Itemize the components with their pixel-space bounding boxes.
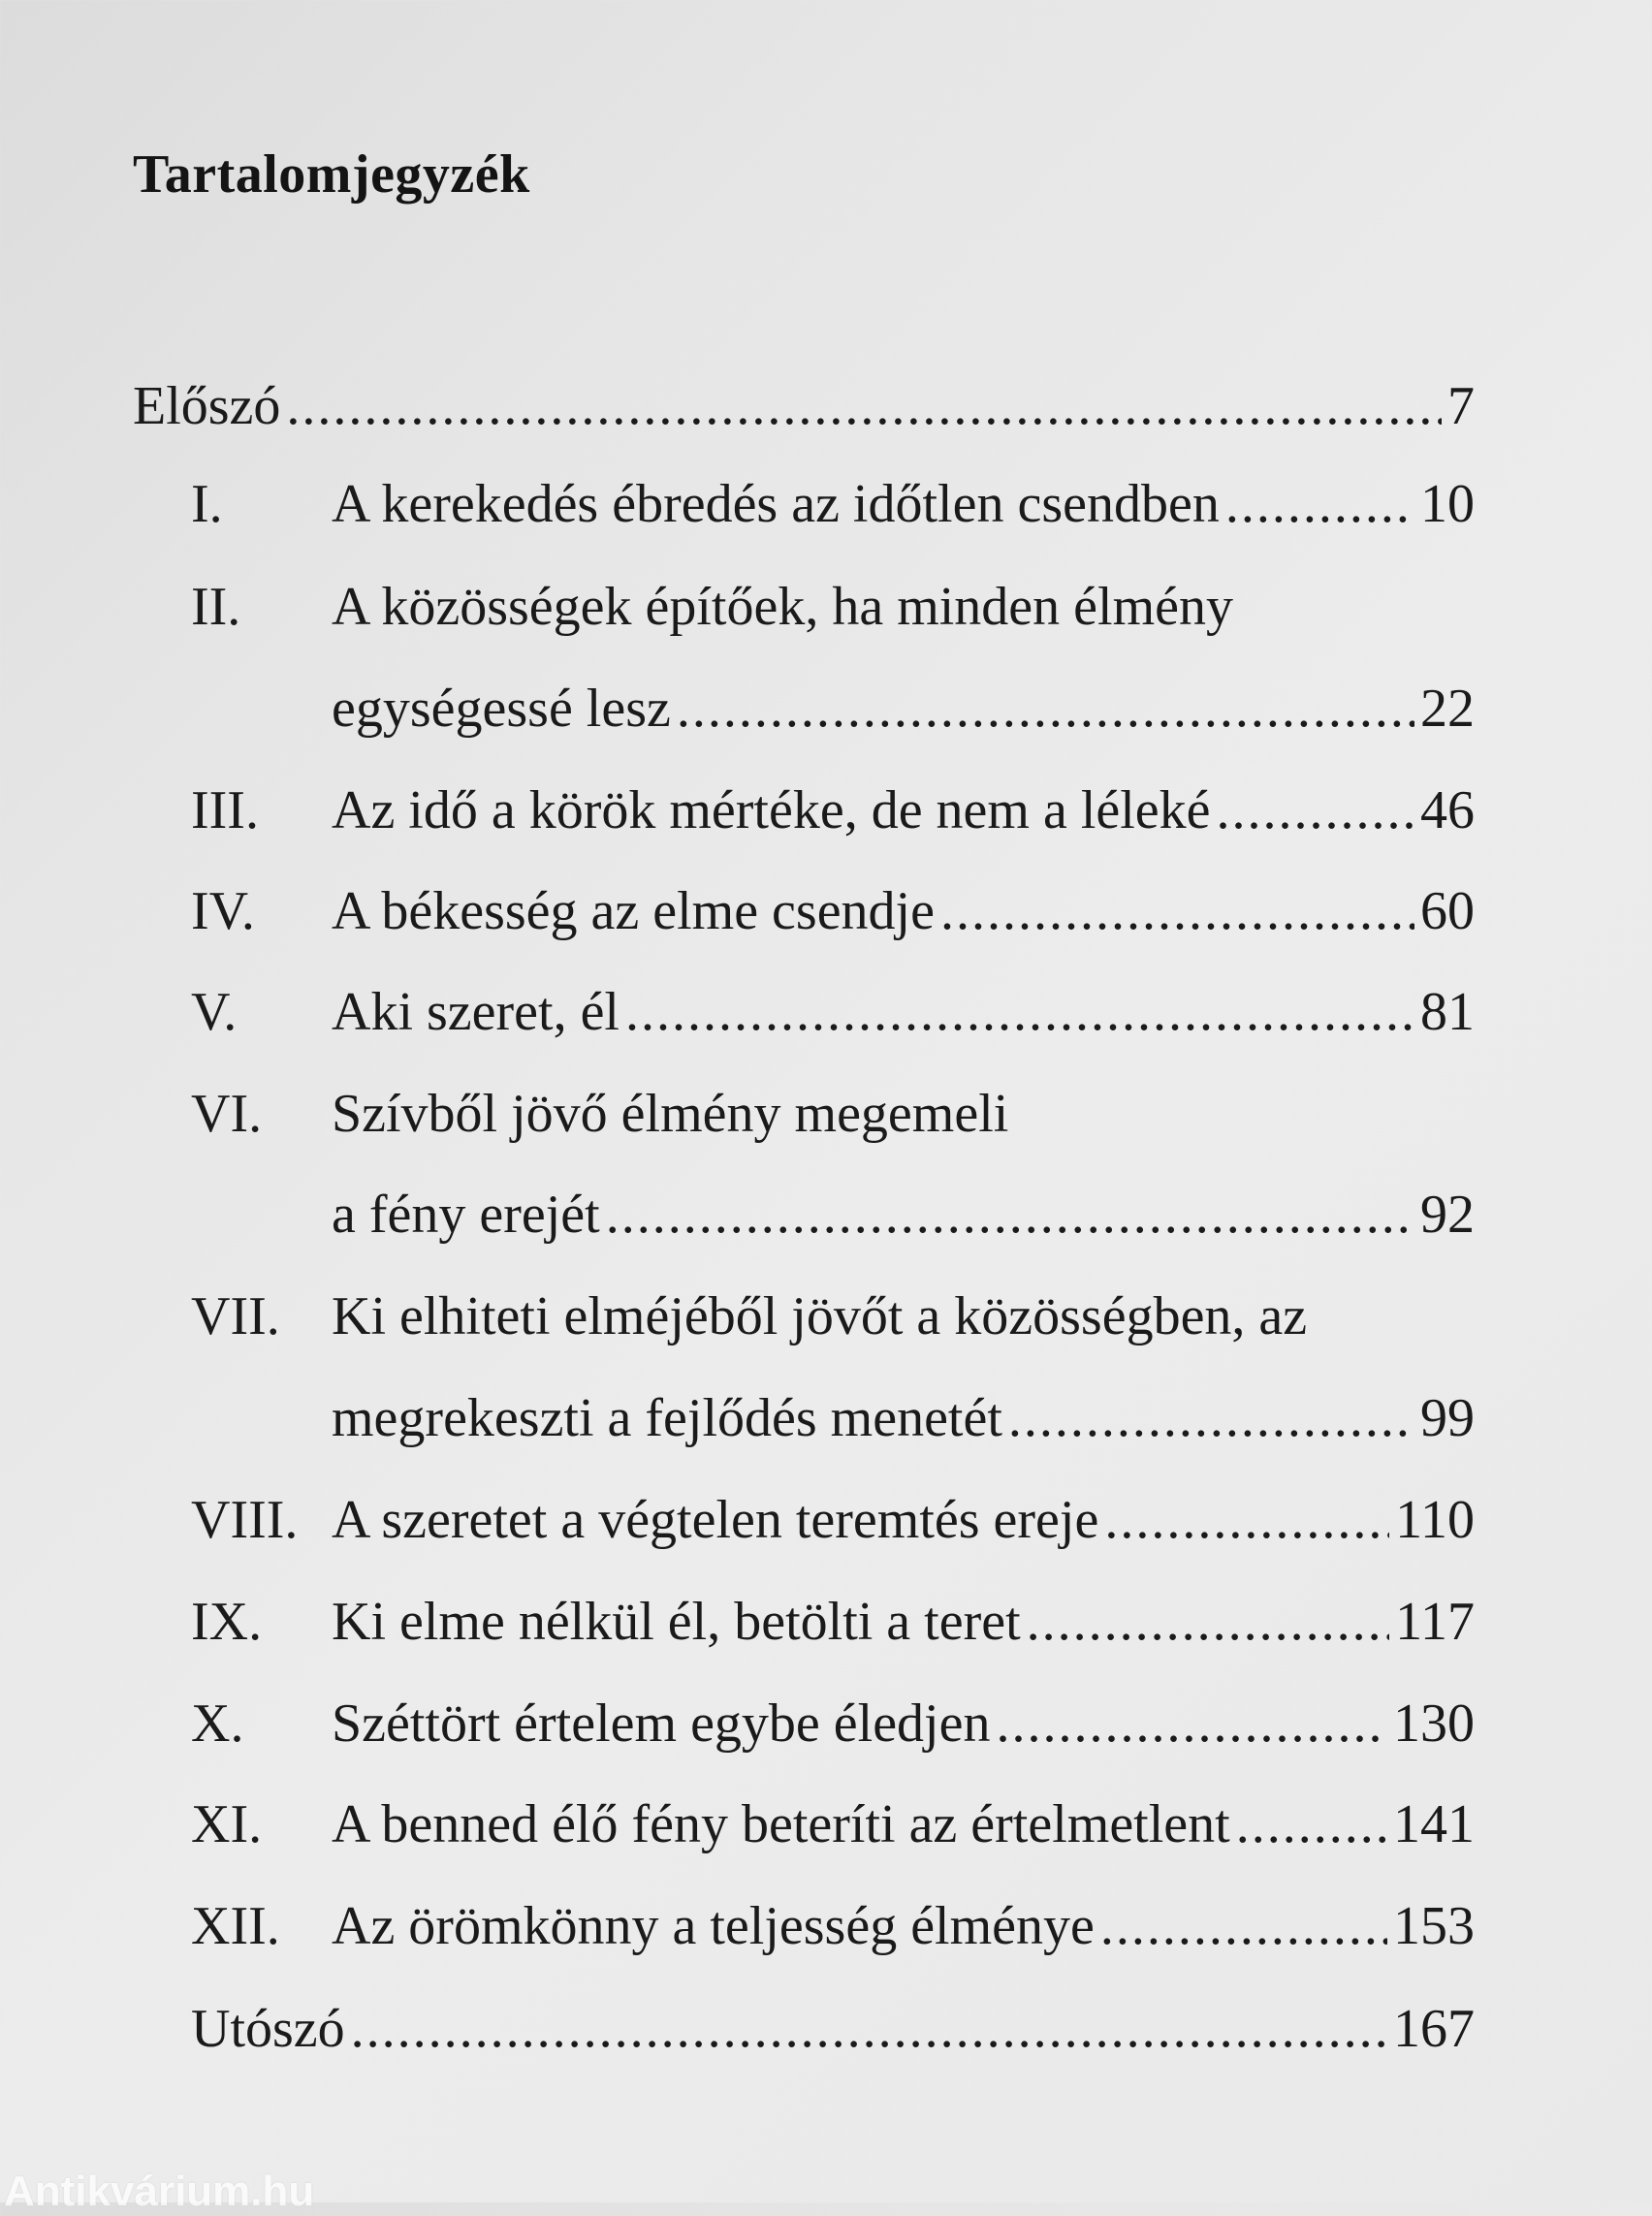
toc-entry-chapter-6 (0, 1079, 1652, 1149)
toc-entry-title: Ki elme nélkül él, betölti a teret (332, 1592, 1021, 1652)
toc-entry-line (191, 1994, 1475, 2064)
toc-page-number: 99 (1420, 1388, 1475, 1448)
chapter-numeral: X. (191, 1694, 244, 1754)
toc-page-number: 81 (1420, 982, 1475, 1042)
toc-entry-line (332, 1689, 1475, 1758)
toc-entry-title: A közösségek építőek, ha minden élmény (332, 577, 1233, 637)
chapter-numeral: VII. (191, 1286, 280, 1346)
toc-entry-title: A békesség az elme csendje (332, 881, 935, 941)
toc-entry-chapter-7 (0, 1282, 1652, 1351)
dot-leader (940, 876, 1414, 946)
dot-leader (286, 371, 1442, 441)
toc-entry-chapter-9 (0, 1587, 1652, 1657)
toc-page-number: 153 (1393, 1896, 1475, 1956)
toc-entry-title: Az idő a körök mértéke, de nem a léleké (332, 780, 1211, 840)
dot-leader (1104, 1485, 1389, 1555)
dot-leader (1236, 1789, 1387, 1859)
toc-entry-line (332, 1079, 1008, 1149)
dot-leader (625, 977, 1414, 1047)
toc-entry-title: A szeretet a végtelen teremtés ereje (332, 1490, 1099, 1550)
chapter-numeral: VI. (191, 1084, 263, 1144)
toc-page-number: 7 (1447, 376, 1475, 436)
chapter-numeral: XII. (191, 1896, 280, 1956)
toc-entry-line (332, 674, 1475, 744)
toc-entry-line (332, 776, 1475, 845)
dot-leader (606, 1180, 1414, 1250)
dot-leader (1008, 1383, 1414, 1453)
dot-leader (351, 1994, 1387, 2064)
toc-page-number: 22 (1420, 679, 1475, 739)
toc-entry-title: A kerekedés ébredés az időtlen csendben (332, 474, 1220, 534)
toc-entry-title-cont: a fény erejét (332, 1185, 600, 1245)
page-title: Tartalomjegyzék (133, 144, 530, 205)
toc-entry-line (332, 1383, 1475, 1453)
toc-entry-chapter-11 (0, 1789, 1652, 1859)
watermark: Antikvárium.hu (4, 2168, 315, 2215)
chapter-numeral: II. (191, 577, 241, 637)
toc-page-number: 167 (1393, 1999, 1475, 2059)
toc-entry-title: Az örömkönny a teljesség élménye (332, 1896, 1095, 1956)
toc-entry-chapter-2-cont (0, 674, 1652, 744)
chapter-numeral: VIII. (191, 1490, 299, 1550)
toc-entry-chapter-2 (0, 572, 1652, 642)
toc-entry-title: Ki elhiteti elméjéből jövőt a közösségben, az (332, 1286, 1308, 1346)
toc-page-number: 130 (1393, 1694, 1475, 1754)
toc-entry-line (332, 1587, 1475, 1657)
toc-entry-chapter-10 (0, 1689, 1652, 1758)
toc-page-number: 60 (1420, 881, 1475, 941)
toc-entry-chapter-4 (0, 876, 1652, 946)
toc-entry-title-cont: megrekeszti a fejlődés menetét (332, 1388, 1002, 1448)
toc-entry-line (332, 1789, 1475, 1859)
toc-page-number: 141 (1393, 1794, 1475, 1854)
toc-page-number: 117 (1395, 1592, 1475, 1652)
toc-entry-title: Széttört értelem egybe éledjen (332, 1694, 991, 1754)
chapter-numeral: V. (191, 982, 238, 1042)
toc-entry-chapter-12 (0, 1891, 1652, 1961)
toc-entry-chapter-1 (0, 469, 1652, 539)
chapter-numeral: IX. (191, 1592, 263, 1652)
toc-entry-chapter-6-cont (0, 1180, 1652, 1250)
chapter-numeral: IV. (191, 881, 255, 941)
dot-leader (1027, 1587, 1389, 1657)
dot-leader (1217, 776, 1415, 845)
toc-entry-line (332, 977, 1475, 1047)
toc-entry-chapter-5 (0, 977, 1652, 1047)
chapter-numeral: I. (191, 474, 223, 534)
toc-entry-title: Szívből jövő élmény megemeli (332, 1084, 1009, 1144)
toc-entry-chapter-3 (0, 776, 1652, 845)
toc-entry-line (332, 1891, 1475, 1961)
toc-page-number: 10 (1420, 474, 1475, 534)
toc-entry-line (332, 1485, 1475, 1555)
toc-entry-line (332, 1282, 1307, 1351)
toc-page-number: 92 (1420, 1185, 1475, 1245)
toc-entry-line (332, 572, 1233, 642)
toc-page-number: 46 (1420, 780, 1475, 840)
toc-entry-chapter-8 (0, 1485, 1652, 1555)
dot-leader (996, 1689, 1387, 1758)
toc-entry-line (133, 371, 1475, 441)
chapter-numeral: XI. (191, 1794, 263, 1854)
dot-leader (677, 674, 1414, 744)
toc-entry-line (332, 1180, 1475, 1250)
toc-entry-title: Utószó (191, 1999, 345, 2059)
toc-entry-line (332, 469, 1475, 539)
dot-leader (1100, 1891, 1387, 1961)
toc-entry-afterword (0, 1994, 1652, 2064)
chapter-numeral: III. (191, 780, 259, 840)
toc-entry-title: Aki szeret, él (332, 982, 620, 1042)
toc-entry-title-cont: egységessé lesz (332, 679, 671, 739)
toc-entry-title: Előszó (133, 376, 281, 436)
toc-page-number: 110 (1395, 1490, 1475, 1550)
toc-entry-line (332, 876, 1475, 946)
toc-entry-chapter-7-cont (0, 1383, 1652, 1453)
toc-entry-title: A benned élő fény beteríti az értelmetlent (332, 1794, 1230, 1854)
toc-entry-foreword (0, 371, 1652, 441)
dot-leader (1225, 469, 1414, 539)
